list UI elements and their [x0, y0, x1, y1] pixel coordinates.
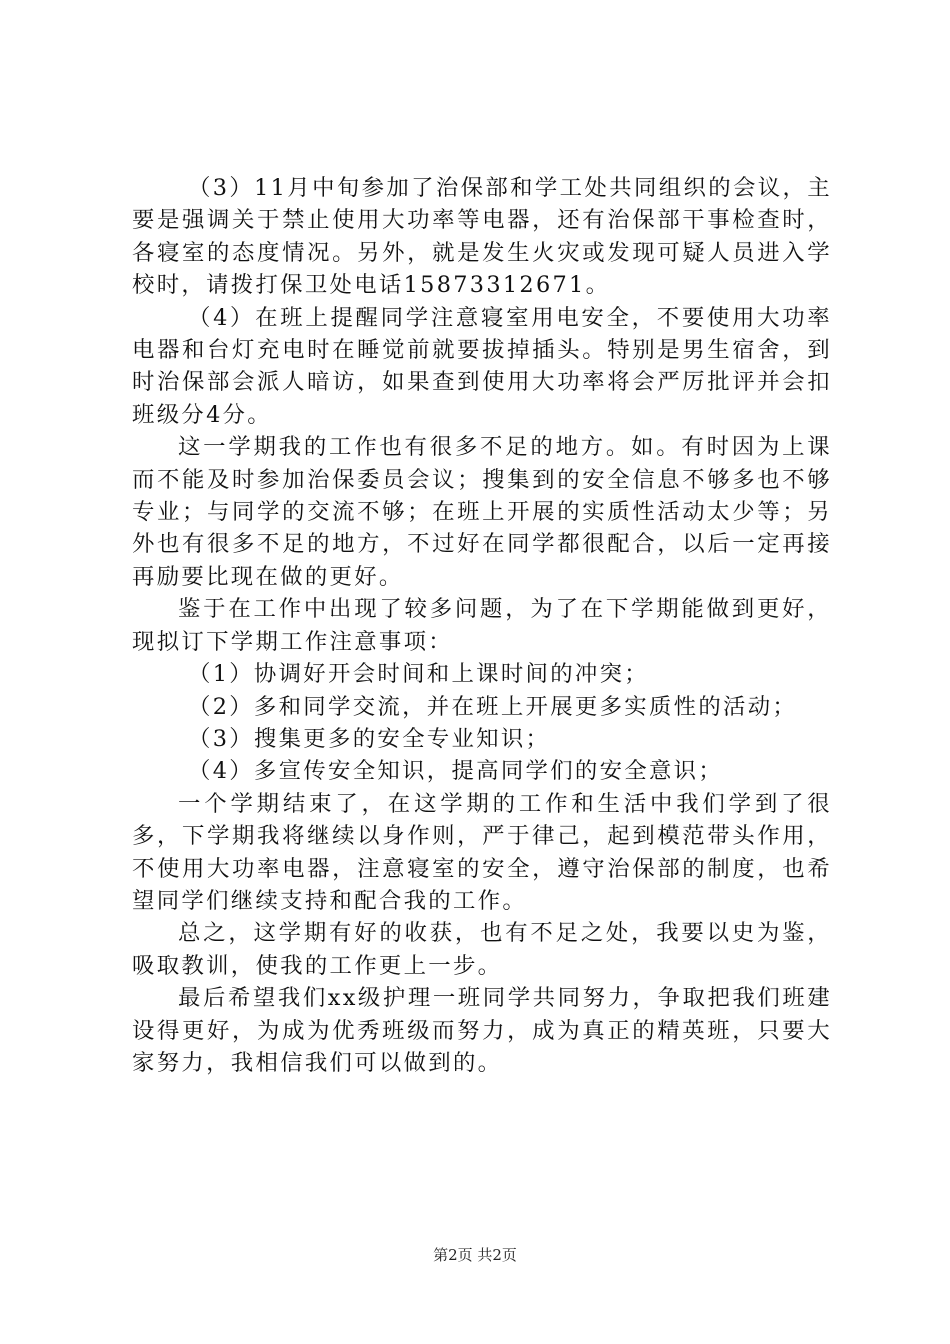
paragraph-closing: 最后希望我们xx级护理一班同学共同努力，争取把我们班建设得更好，为成为优秀班级而努力，成为真正的精英班，只要大家努力，我相信我们可以做到的。: [132, 985, 832, 1076]
list-item-3: （3）搜集更多的安全专业知识；: [188, 725, 551, 752]
document-body: [132, 172, 832, 1079]
paragraph-summary: 总之，这学期有好的收获，也有不足之处，我要以史为鉴，吸取教训，使我的工作更上一步。: [132, 920, 832, 979]
paragraph-item-3: （3）11月中旬参加了治保部和学工处共同组织的会议，主要是强调关于禁止使用大功率等电器，还有治保部干事检查时，各寝室的态度情况。另外，就是发生火灾或发现可疑人员进入学校时，请拨打保卫处电话15873312671。: [132, 175, 832, 299]
paragraph-shortcomings: 这一学期我的工作也有很多不足的地方。如。有时因为上课而不能及时参加治保委员会议；搜集到的安全信息不够多也不够专业；与同学的交流不够；在班上开展的实质性活动太少等；另外也有很多不足的地方，不过好在同学都很配合，以后一定再接再励要比现在做的更好。: [132, 434, 832, 590]
list-item-2: （2）多和同学交流，并在班上开展更多实质性的活动；: [188, 693, 798, 720]
page-number-footer: 第2页 共2页: [433, 1246, 517, 1264]
paragraph-item-4: （4）在班上提醒同学注意寝室用电安全，不要使用大功率电器和台灯充电时在睡觉前就要拔掉插头。特别是男生宿舍，到时治保部会派人暗访，如果查到使用大功率将会严厉批评并会扣班级分4分。: [132, 304, 832, 428]
list-item-4: （4）多宣传安全知识，提高同学们的安全意识；: [188, 758, 724, 785]
paragraph-term-end: 一个学期结束了，在这学期的工作和生活中我们学到了很多，下学期我将继续以身作则，严于律己，起到模范带头作用，不使用大功率电器，注意寝室的安全，遵守治保部的制度，也希望同学们继续支持和配合我的工作。: [132, 790, 832, 914]
paragraph-next-term-intro: 鉴于在工作中出现了较多问题，为了在下学期能做到更好，现拟订下学期工作注意事项：: [132, 596, 832, 655]
list-item-1: （1）协调好开会时间和上课时间的冲突；: [188, 661, 649, 688]
